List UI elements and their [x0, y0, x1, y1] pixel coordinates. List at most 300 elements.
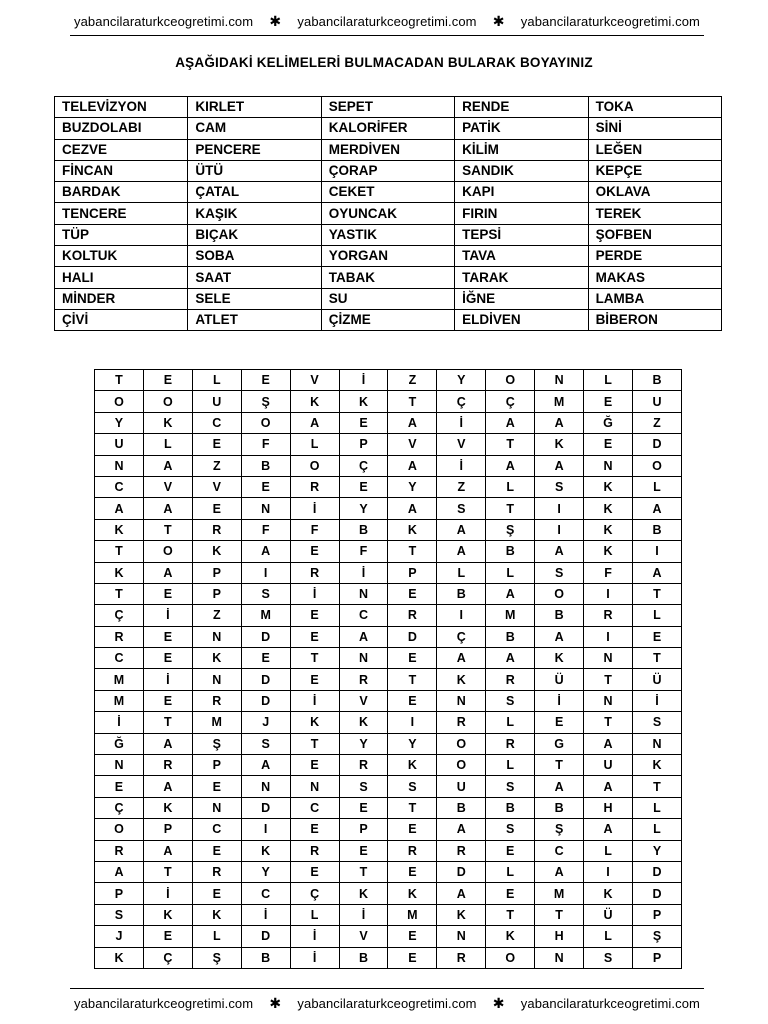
grid-cell[interactable]: S: [437, 498, 486, 519]
grid-cell[interactable]: P: [192, 755, 241, 776]
grid-cell[interactable]: A: [486, 455, 535, 476]
grid-cell[interactable]: Y: [339, 498, 388, 519]
grid-cell[interactable]: L: [486, 562, 535, 583]
grid-cell[interactable]: O: [143, 391, 192, 412]
grid-cell[interactable]: Ş: [535, 819, 584, 840]
grid-cell[interactable]: R: [339, 669, 388, 690]
grid-cell[interactable]: I: [632, 541, 681, 562]
grid-cell[interactable]: K: [339, 883, 388, 904]
grid-cell[interactable]: I: [584, 861, 633, 882]
grid-cell[interactable]: E: [241, 476, 290, 497]
grid-cell[interactable]: A: [143, 776, 192, 797]
grid-cell[interactable]: L: [632, 797, 681, 818]
grid-cell[interactable]: I: [437, 605, 486, 626]
grid-cell[interactable]: L: [192, 370, 241, 391]
grid-cell[interactable]: T: [632, 776, 681, 797]
grid-cell[interactable]: B: [535, 605, 584, 626]
grid-cell[interactable]: N: [95, 455, 144, 476]
grid-cell[interactable]: A: [95, 861, 144, 882]
grid-cell[interactable]: K: [535, 648, 584, 669]
grid-cell[interactable]: K: [192, 904, 241, 925]
grid-cell[interactable]: A: [535, 412, 584, 433]
grid-cell[interactable]: E: [290, 755, 339, 776]
grid-cell[interactable]: A: [535, 776, 584, 797]
grid-cell[interactable]: L: [143, 434, 192, 455]
grid-cell[interactable]: A: [584, 733, 633, 754]
grid-cell[interactable]: R: [143, 755, 192, 776]
grid-cell[interactable]: V: [192, 476, 241, 497]
grid-cell[interactable]: E: [290, 861, 339, 882]
grid-cell[interactable]: E: [192, 840, 241, 861]
grid-cell[interactable]: N: [339, 648, 388, 669]
grid-cell[interactable]: İ: [241, 904, 290, 925]
grid-cell[interactable]: Ş: [192, 947, 241, 968]
grid-cell[interactable]: İ: [339, 370, 388, 391]
grid-cell[interactable]: A: [143, 840, 192, 861]
grid-cell[interactable]: S: [339, 776, 388, 797]
grid-cell[interactable]: I: [535, 498, 584, 519]
grid-cell[interactable]: E: [290, 605, 339, 626]
grid-cell[interactable]: T: [632, 648, 681, 669]
grid-cell[interactable]: K: [584, 883, 633, 904]
grid-cell[interactable]: B: [486, 797, 535, 818]
grid-cell[interactable]: A: [486, 583, 535, 604]
grid-cell[interactable]: A: [437, 883, 486, 904]
grid-cell[interactable]: A: [241, 541, 290, 562]
grid-cell[interactable]: R: [290, 840, 339, 861]
grid-cell[interactable]: İ: [339, 562, 388, 583]
grid-cell[interactable]: H: [535, 926, 584, 947]
grid-cell[interactable]: E: [241, 370, 290, 391]
grid-cell[interactable]: A: [632, 562, 681, 583]
grid-cell[interactable]: L: [632, 605, 681, 626]
grid-cell[interactable]: B: [437, 583, 486, 604]
grid-cell[interactable]: E: [192, 883, 241, 904]
grid-cell[interactable]: E: [388, 690, 437, 711]
grid-cell[interactable]: U: [632, 391, 681, 412]
grid-cell[interactable]: S: [535, 562, 584, 583]
grid-cell[interactable]: Ş: [241, 391, 290, 412]
grid-cell[interactable]: B: [535, 797, 584, 818]
grid-cell[interactable]: E: [290, 626, 339, 647]
grid-cell[interactable]: A: [486, 412, 535, 433]
grid-cell[interactable]: Y: [632, 840, 681, 861]
grid-cell[interactable]: T: [486, 498, 535, 519]
grid-cell[interactable]: N: [290, 776, 339, 797]
grid-cell[interactable]: L: [632, 476, 681, 497]
grid-cell[interactable]: K: [95, 519, 144, 540]
grid-cell[interactable]: E: [486, 840, 535, 861]
grid-cell[interactable]: C: [535, 840, 584, 861]
grid-cell[interactable]: I: [388, 712, 437, 733]
grid-cell[interactable]: E: [143, 648, 192, 669]
grid-cell[interactable]: P: [95, 883, 144, 904]
grid-cell[interactable]: E: [241, 648, 290, 669]
grid-cell[interactable]: Y: [339, 733, 388, 754]
grid-cell[interactable]: T: [339, 861, 388, 882]
grid-cell[interactable]: O: [437, 755, 486, 776]
grid-cell[interactable]: E: [388, 947, 437, 968]
grid-cell[interactable]: Ç: [437, 626, 486, 647]
grid-cell[interactable]: C: [192, 819, 241, 840]
grid-cell[interactable]: R: [95, 626, 144, 647]
grid-cell[interactable]: N: [192, 626, 241, 647]
grid-cell[interactable]: D: [388, 626, 437, 647]
grid-cell[interactable]: N: [584, 455, 633, 476]
grid-cell[interactable]: C: [290, 797, 339, 818]
grid-cell[interactable]: Ğ: [584, 412, 633, 433]
grid-cell[interactable]: A: [143, 455, 192, 476]
grid-cell[interactable]: K: [339, 712, 388, 733]
grid-cell[interactable]: S: [632, 712, 681, 733]
grid-cell[interactable]: S: [535, 476, 584, 497]
grid-cell[interactable]: C: [192, 412, 241, 433]
grid-cell[interactable]: L: [632, 819, 681, 840]
grid-cell[interactable]: E: [486, 883, 535, 904]
grid-cell[interactable]: T: [388, 391, 437, 412]
grid-cell[interactable]: N: [192, 797, 241, 818]
grid-cell[interactable]: I: [241, 819, 290, 840]
grid-cell[interactable]: T: [535, 755, 584, 776]
grid-cell[interactable]: Ü: [535, 669, 584, 690]
grid-cell[interactable]: M: [486, 605, 535, 626]
grid-cell[interactable]: Y: [388, 733, 437, 754]
grid-cell[interactable]: U: [95, 434, 144, 455]
grid-cell[interactable]: O: [290, 455, 339, 476]
grid-cell[interactable]: U: [437, 776, 486, 797]
grid-cell[interactable]: Ç: [290, 883, 339, 904]
grid-cell[interactable]: L: [437, 562, 486, 583]
grid-cell[interactable]: A: [437, 541, 486, 562]
grid-cell[interactable]: A: [486, 648, 535, 669]
grid-cell[interactable]: G: [535, 733, 584, 754]
grid-cell[interactable]: C: [339, 605, 388, 626]
grid-cell[interactable]: E: [290, 819, 339, 840]
grid-cell[interactable]: T: [535, 904, 584, 925]
grid-cell[interactable]: E: [584, 391, 633, 412]
grid-cell[interactable]: Z: [192, 605, 241, 626]
grid-cell[interactable]: B: [632, 370, 681, 391]
grid-cell[interactable]: K: [584, 519, 633, 540]
grid-cell[interactable]: İ: [339, 904, 388, 925]
grid-cell[interactable]: E: [290, 669, 339, 690]
grid-cell[interactable]: L: [486, 861, 535, 882]
grid-cell[interactable]: K: [437, 904, 486, 925]
grid-cell[interactable]: A: [584, 819, 633, 840]
grid-cell[interactable]: N: [339, 583, 388, 604]
grid-cell[interactable]: R: [486, 733, 535, 754]
grid-cell[interactable]: O: [486, 370, 535, 391]
grid-cell[interactable]: B: [486, 541, 535, 562]
grid-cell[interactable]: A: [143, 498, 192, 519]
grid-cell[interactable]: L: [290, 434, 339, 455]
grid-cell[interactable]: K: [339, 391, 388, 412]
grid-cell[interactable]: A: [388, 455, 437, 476]
grid-cell[interactable]: Z: [192, 455, 241, 476]
grid-cell[interactable]: C: [95, 648, 144, 669]
grid-cell[interactable]: T: [290, 733, 339, 754]
grid-cell[interactable]: O: [486, 947, 535, 968]
grid-cell[interactable]: O: [143, 541, 192, 562]
grid-cell[interactable]: K: [584, 476, 633, 497]
grid-cell[interactable]: C: [241, 883, 290, 904]
grid-cell[interactable]: T: [143, 861, 192, 882]
grid-cell[interactable]: Ç: [143, 947, 192, 968]
grid-cell[interactable]: T: [584, 712, 633, 733]
grid-cell[interactable]: A: [388, 412, 437, 433]
grid-cell[interactable]: O: [95, 391, 144, 412]
grid-cell[interactable]: B: [339, 519, 388, 540]
grid-cell[interactable]: Ğ: [95, 733, 144, 754]
grid-cell[interactable]: T: [486, 904, 535, 925]
grid-cell[interactable]: K: [241, 840, 290, 861]
grid-cell[interactable]: A: [241, 755, 290, 776]
grid-cell[interactable]: Ş: [632, 926, 681, 947]
grid-cell[interactable]: M: [388, 904, 437, 925]
grid-cell[interactable]: D: [241, 926, 290, 947]
grid-cell[interactable]: İ: [290, 498, 339, 519]
grid-cell[interactable]: İ: [290, 947, 339, 968]
grid-cell[interactable]: A: [290, 412, 339, 433]
grid-cell[interactable]: V: [339, 690, 388, 711]
grid-cell[interactable]: Y: [95, 412, 144, 433]
grid-cell[interactable]: N: [437, 690, 486, 711]
grid-cell[interactable]: L: [486, 755, 535, 776]
grid-cell[interactable]: R: [290, 476, 339, 497]
grid-cell[interactable]: Ş: [486, 519, 535, 540]
grid-cell[interactable]: R: [192, 690, 241, 711]
grid-cell[interactable]: Ç: [339, 455, 388, 476]
grid-cell[interactable]: A: [437, 519, 486, 540]
grid-cell[interactable]: R: [486, 669, 535, 690]
grid-cell[interactable]: R: [192, 861, 241, 882]
grid-cell[interactable]: N: [192, 669, 241, 690]
grid-cell[interactable]: V: [339, 926, 388, 947]
grid-cell[interactable]: A: [143, 733, 192, 754]
grid-cell[interactable]: İ: [143, 669, 192, 690]
grid-cell[interactable]: E: [339, 797, 388, 818]
grid-cell[interactable]: M: [535, 883, 584, 904]
grid-cell[interactable]: B: [241, 947, 290, 968]
grid-cell[interactable]: K: [290, 712, 339, 733]
grid-cell[interactable]: N: [535, 370, 584, 391]
grid-cell[interactable]: E: [388, 648, 437, 669]
grid-cell[interactable]: M: [241, 605, 290, 626]
grid-cell[interactable]: U: [192, 391, 241, 412]
grid-cell[interactable]: K: [437, 669, 486, 690]
grid-cell[interactable]: T: [143, 712, 192, 733]
grid-cell[interactable]: F: [584, 562, 633, 583]
grid-cell[interactable]: N: [241, 498, 290, 519]
grid-cell[interactable]: Z: [632, 412, 681, 433]
grid-cell[interactable]: O: [632, 455, 681, 476]
grid-cell[interactable]: R: [388, 840, 437, 861]
grid-cell[interactable]: M: [535, 391, 584, 412]
grid-cell[interactable]: K: [192, 541, 241, 562]
grid-cell[interactable]: D: [632, 883, 681, 904]
grid-cell[interactable]: K: [486, 926, 535, 947]
grid-cell[interactable]: K: [95, 947, 144, 968]
grid-cell[interactable]: Y: [241, 861, 290, 882]
grid-cell[interactable]: İ: [290, 926, 339, 947]
grid-cell[interactable]: V: [388, 434, 437, 455]
grid-cell[interactable]: P: [632, 947, 681, 968]
grid-cell[interactable]: F: [290, 519, 339, 540]
grid-cell[interactable]: E: [339, 412, 388, 433]
grid-cell[interactable]: K: [143, 412, 192, 433]
grid-cell[interactable]: Z: [388, 370, 437, 391]
grid-cell[interactable]: İ: [290, 690, 339, 711]
grid-cell[interactable]: K: [95, 562, 144, 583]
grid-cell[interactable]: T: [388, 669, 437, 690]
grid-cell[interactable]: L: [584, 840, 633, 861]
grid-cell[interactable]: E: [192, 434, 241, 455]
grid-cell[interactable]: R: [437, 712, 486, 733]
grid-cell[interactable]: E: [584, 434, 633, 455]
grid-cell[interactable]: N: [95, 755, 144, 776]
grid-cell[interactable]: Y: [437, 370, 486, 391]
grid-cell[interactable]: D: [632, 861, 681, 882]
grid-cell[interactable]: P: [388, 562, 437, 583]
grid-cell[interactable]: K: [388, 883, 437, 904]
grid-cell[interactable]: T: [95, 583, 144, 604]
grid-cell[interactable]: İ: [437, 455, 486, 476]
grid-cell[interactable]: D: [241, 797, 290, 818]
grid-cell[interactable]: Ç: [486, 391, 535, 412]
grid-cell[interactable]: L: [192, 926, 241, 947]
grid-cell[interactable]: Ü: [632, 669, 681, 690]
grid-cell[interactable]: T: [143, 519, 192, 540]
grid-cell[interactable]: E: [535, 712, 584, 733]
grid-cell[interactable]: V: [437, 434, 486, 455]
grid-cell[interactable]: E: [388, 861, 437, 882]
grid-cell[interactable]: A: [584, 776, 633, 797]
grid-cell[interactable]: İ: [290, 583, 339, 604]
grid-cell[interactable]: L: [290, 904, 339, 925]
grid-cell[interactable]: E: [95, 776, 144, 797]
grid-cell[interactable]: T: [388, 541, 437, 562]
grid-cell[interactable]: E: [143, 926, 192, 947]
grid-cell[interactable]: P: [192, 583, 241, 604]
grid-cell[interactable]: B: [437, 797, 486, 818]
grid-cell[interactable]: Ç: [437, 391, 486, 412]
grid-cell[interactable]: E: [388, 926, 437, 947]
grid-cell[interactable]: R: [95, 840, 144, 861]
grid-cell[interactable]: R: [388, 605, 437, 626]
grid-cell[interactable]: D: [632, 434, 681, 455]
grid-cell[interactable]: N: [241, 776, 290, 797]
grid-cell[interactable]: E: [143, 370, 192, 391]
grid-cell[interactable]: I: [535, 519, 584, 540]
grid-cell[interactable]: Ş: [192, 733, 241, 754]
grid-cell[interactable]: I: [241, 562, 290, 583]
grid-cell[interactable]: P: [632, 904, 681, 925]
grid-cell[interactable]: N: [437, 926, 486, 947]
grid-cell[interactable]: R: [437, 840, 486, 861]
grid-cell[interactable]: O: [437, 733, 486, 754]
grid-cell[interactable]: K: [632, 755, 681, 776]
grid-cell[interactable]: K: [290, 391, 339, 412]
grid-cell[interactable]: E: [192, 776, 241, 797]
grid-cell[interactable]: A: [95, 498, 144, 519]
grid-cell[interactable]: P: [143, 819, 192, 840]
grid-cell[interactable]: S: [486, 819, 535, 840]
grid-cell[interactable]: B: [241, 455, 290, 476]
grid-cell[interactable]: E: [290, 541, 339, 562]
grid-cell[interactable]: M: [95, 690, 144, 711]
grid-cell[interactable]: E: [388, 819, 437, 840]
grid-cell[interactable]: E: [632, 626, 681, 647]
grid-cell[interactable]: P: [339, 434, 388, 455]
grid-cell[interactable]: Y: [388, 476, 437, 497]
grid-cell[interactable]: F: [339, 541, 388, 562]
grid-cell[interactable]: D: [241, 669, 290, 690]
grid-cell[interactable]: Ç: [95, 605, 144, 626]
grid-cell[interactable]: V: [143, 476, 192, 497]
grid-cell[interactable]: A: [143, 562, 192, 583]
grid-cell[interactable]: S: [584, 947, 633, 968]
grid-cell[interactable]: K: [143, 797, 192, 818]
grid-cell[interactable]: K: [143, 904, 192, 925]
grid-cell[interactable]: L: [584, 926, 633, 947]
grid-cell[interactable]: K: [584, 541, 633, 562]
grid-cell[interactable]: A: [535, 626, 584, 647]
grid-cell[interactable]: P: [192, 562, 241, 583]
grid-cell[interactable]: R: [584, 605, 633, 626]
grid-cell[interactable]: A: [437, 648, 486, 669]
grid-cell[interactable]: N: [632, 733, 681, 754]
grid-cell[interactable]: İ: [95, 712, 144, 733]
grid-cell[interactable]: R: [339, 755, 388, 776]
grid-cell[interactable]: B: [632, 519, 681, 540]
grid-cell[interactable]: N: [584, 648, 633, 669]
grid-cell[interactable]: K: [388, 755, 437, 776]
grid-cell[interactable]: B: [339, 947, 388, 968]
grid-cell[interactable]: E: [143, 626, 192, 647]
grid-cell[interactable]: S: [241, 583, 290, 604]
grid-cell[interactable]: E: [388, 583, 437, 604]
grid-cell[interactable]: S: [486, 690, 535, 711]
grid-cell[interactable]: K: [192, 648, 241, 669]
grid-cell[interactable]: K: [535, 434, 584, 455]
grid-cell[interactable]: T: [290, 648, 339, 669]
grid-cell[interactable]: I: [584, 626, 633, 647]
grid-cell[interactable]: O: [95, 819, 144, 840]
grid-cell[interactable]: R: [192, 519, 241, 540]
grid-cell[interactable]: E: [143, 690, 192, 711]
grid-cell[interactable]: A: [388, 498, 437, 519]
grid-cell[interactable]: T: [95, 370, 144, 391]
grid-cell[interactable]: E: [339, 840, 388, 861]
grid-cell[interactable]: S: [241, 733, 290, 754]
grid-cell[interactable]: B: [486, 626, 535, 647]
grid-cell[interactable]: E: [339, 476, 388, 497]
grid-cell[interactable]: M: [95, 669, 144, 690]
grid-cell[interactable]: İ: [143, 883, 192, 904]
grid-cell[interactable]: A: [632, 498, 681, 519]
grid-cell[interactable]: T: [388, 797, 437, 818]
grid-cell[interactable]: L: [584, 370, 633, 391]
grid-cell[interactable]: N: [584, 690, 633, 711]
grid-cell[interactable]: E: [143, 583, 192, 604]
grid-cell[interactable]: K: [584, 498, 633, 519]
grid-cell[interactable]: I: [584, 583, 633, 604]
grid-cell[interactable]: F: [241, 519, 290, 540]
grid-cell[interactable]: D: [241, 690, 290, 711]
grid-cell[interactable]: İ: [143, 605, 192, 626]
grid-cell[interactable]: D: [437, 861, 486, 882]
grid-cell[interactable]: M: [192, 712, 241, 733]
